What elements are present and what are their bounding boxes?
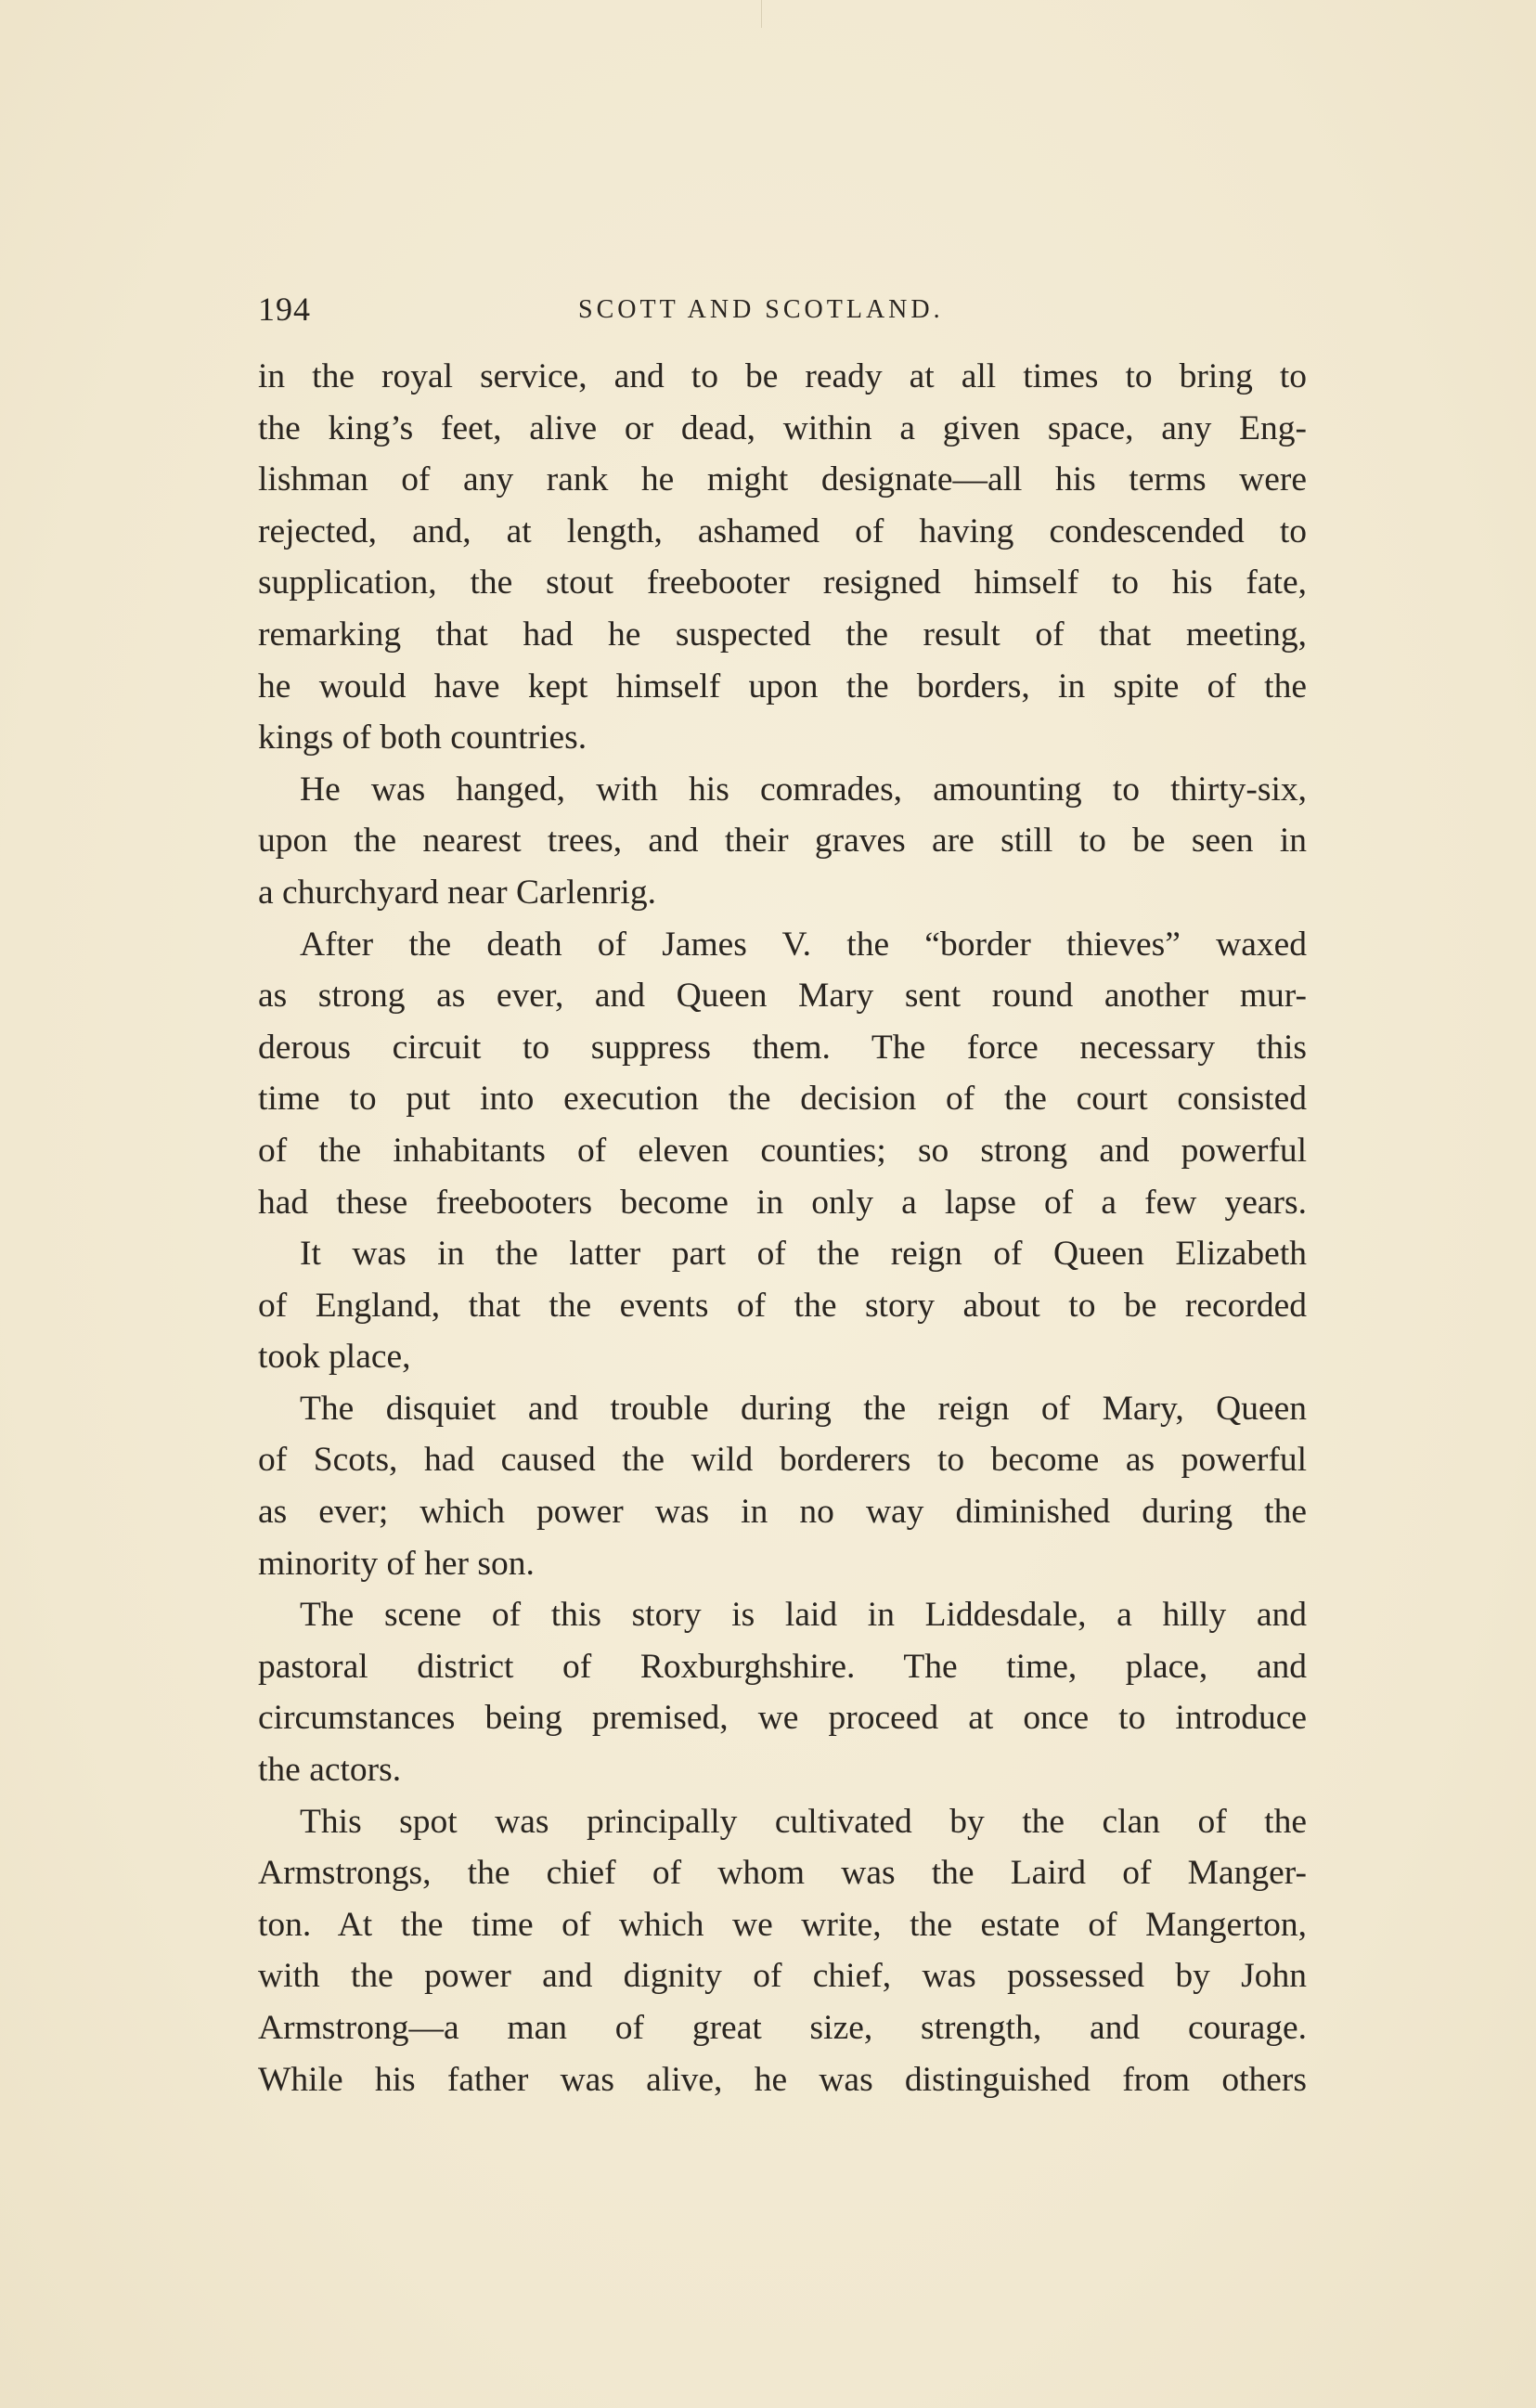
running-title: SCOTT AND SCOTLAND.	[578, 295, 944, 324]
text-line: After the death of James V. the “border thieves” waxed	[300, 925, 1307, 964]
text-line: time to put into execution the decision of the court consisted	[258, 1080, 1307, 1119]
text-line: Armstrong—a man of great size, strength, and courage.	[258, 2009, 1307, 2047]
text-line: had these freebooters become in only a lapse of a few years.	[258, 1183, 1307, 1222]
text-line: as ever; which power was in no way diminished during the	[258, 1493, 1307, 1532]
text-line: derous circuit to suppress them. The force necessary this	[258, 1028, 1307, 1067]
page-edge-mark	[761, 0, 762, 28]
text-line: supplication, the stout freebooter resigned himself to his fate,	[258, 563, 1307, 602]
text-line: with the power and dignity of chief, was possessed by John	[258, 1957, 1307, 1996]
text-line: It was in the latter part of the reign of Queen Elizabeth	[300, 1235, 1307, 1274]
text-line: upon the nearest trees, and their graves are still to be seen in	[258, 822, 1307, 861]
text-line: of England, that the events of the story about to be recorded	[258, 1286, 1307, 1325]
text-line: as strong as ever, and Queen Mary sent round another mur-	[258, 977, 1307, 1016]
body-text	[258, 351, 1307, 2105]
running-head	[258, 290, 1307, 336]
text-line: rejected, and, at length, ashamed of having condescended to	[258, 511, 1307, 550]
text-line: pastoral district of Roxburghshire. The time, place, and	[258, 1647, 1307, 1686]
text-line: of Scots, had caused the wild borderers to become as powerful	[258, 1441, 1307, 1480]
text-line: minority of her son.	[258, 1544, 535, 1583]
text-line: took place,	[258, 1338, 411, 1377]
text-line: a churchyard near Carlenrig.	[258, 873, 656, 912]
page-number: 194	[258, 291, 311, 328]
text-line: ton. At the time of which we write, the estate of Mangerton,	[258, 1905, 1307, 1944]
text-line: While his father was alive, he was distinguished from others	[258, 2060, 1307, 2099]
text-line: He was hanged, with his comrades, amounting to thirty-six,	[300, 770, 1307, 809]
text-line: in the royal service, and to be ready at all times to bring to	[258, 357, 1307, 395]
text-line: Armstrongs, the chief of whom was the Laird of Manger-	[258, 1854, 1307, 1893]
text-line: This spot was principally cultivated by the clan of the	[300, 1802, 1307, 1841]
text-line: he would have kept himself upon the borders, in spite of the	[258, 667, 1307, 706]
text-line: remarking that had he suspected the result of that meeting,	[258, 615, 1307, 654]
text-line: lishman of any rank he might designate—all his terms were	[258, 460, 1307, 499]
text-line: kings of both countries.	[258, 719, 587, 757]
text-line: The disquiet and trouble during the reign of Mary, Queen	[300, 1389, 1307, 1428]
text-line: the king’s feet, alive or dead, within a given space, any Eng-	[258, 408, 1307, 447]
text-line: circumstances being premised, we proceed at once to introduce	[258, 1699, 1307, 1738]
text-line: the actors.	[258, 1751, 402, 1790]
text-line: The scene of this story is laid in Liddesdale, a hilly and	[300, 1596, 1307, 1635]
text-line: of the inhabitants of eleven counties; so strong and powerful	[258, 1131, 1307, 1170]
